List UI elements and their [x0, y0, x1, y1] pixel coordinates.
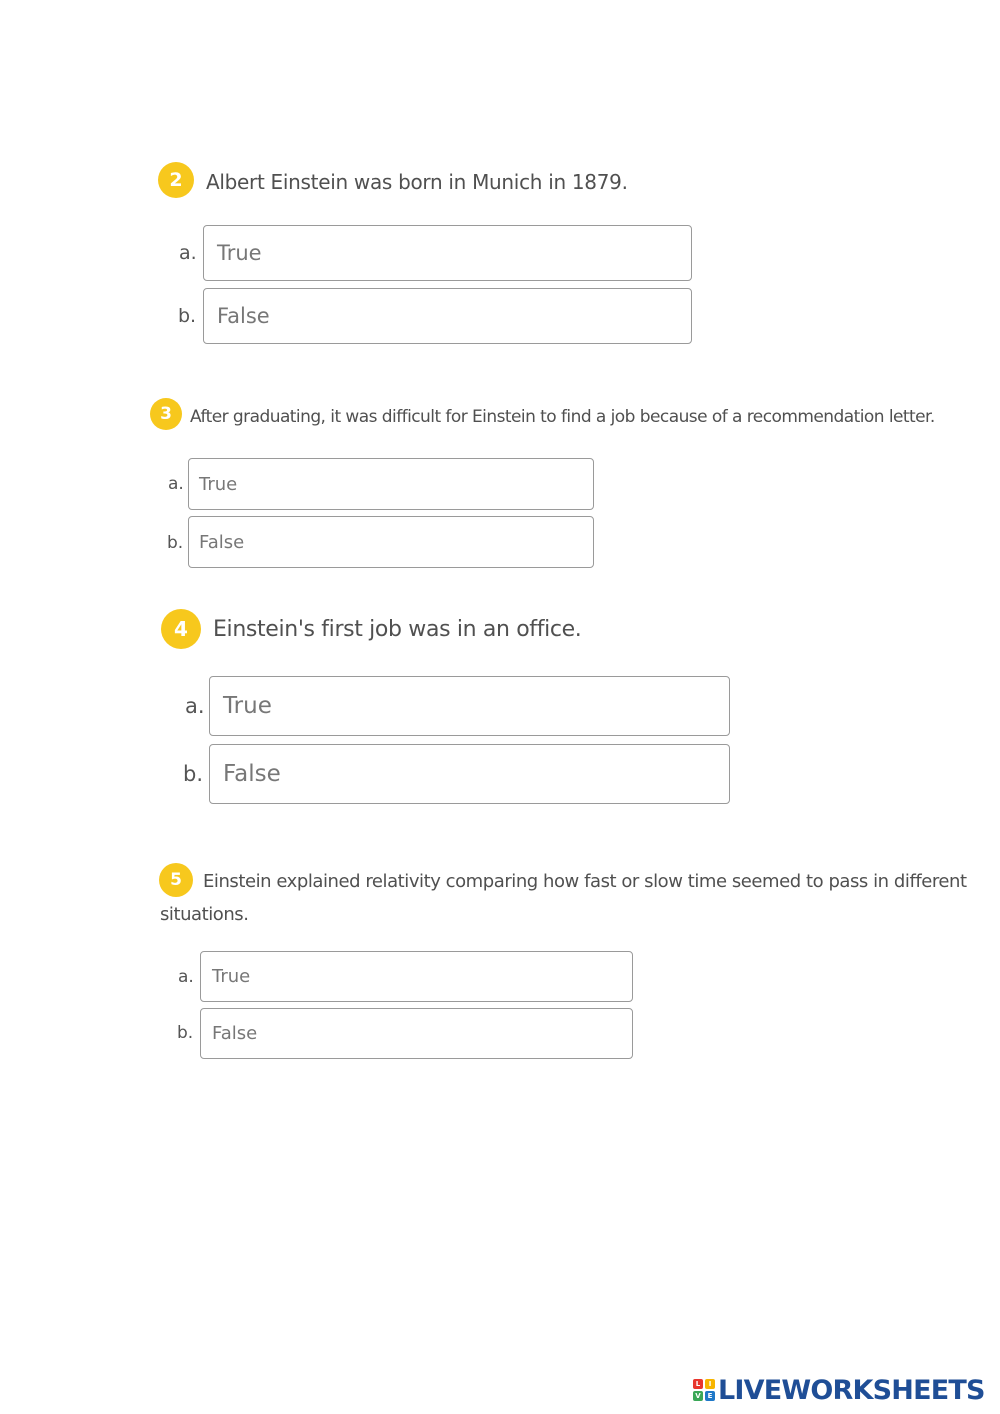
- question-text-line-2: situations.: [160, 904, 249, 925]
- question-number-badge: 5: [159, 863, 193, 897]
- option-b-letter: b.: [178, 305, 197, 327]
- liveworksheets-logo-icon: [693, 1379, 715, 1401]
- option-b-button[interactable]: [209, 744, 730, 804]
- question-number-badge: 3: [150, 398, 182, 430]
- option-label: False: [223, 761, 281, 787]
- liveworksheets-brand: [693, 1374, 985, 1406]
- option-a-button[interactable]: [203, 225, 692, 281]
- option-label: False: [199, 531, 245, 553]
- logo-tile-v: V: [693, 1391, 703, 1401]
- option-label: True: [212, 966, 251, 987]
- option-label: False: [217, 304, 270, 328]
- option-label: True: [223, 693, 272, 719]
- logo-tile-l: L: [693, 1379, 703, 1389]
- option-b-letter: b.: [177, 1023, 194, 1043]
- logo-tile-i: I: [705, 1379, 715, 1389]
- option-a-button[interactable]: [200, 951, 633, 1002]
- option-label: True: [199, 473, 238, 495]
- question-text-line-1: Einstein explained relativity comparing how fast or slow time seemed to pass in different: [203, 871, 967, 892]
- question-text: Albert Einstein was born in Munich in 1879.: [206, 170, 628, 194]
- option-label: True: [217, 241, 262, 265]
- option-a-button[interactable]: [188, 458, 594, 510]
- option-b-button[interactable]: [203, 288, 692, 344]
- option-b-letter: b.: [183, 762, 204, 786]
- option-a-button[interactable]: [209, 676, 730, 736]
- option-b-letter: b.: [167, 533, 184, 553]
- option-b-button[interactable]: [200, 1008, 633, 1059]
- option-label: False: [212, 1023, 258, 1044]
- logo-tile-e: E: [705, 1391, 715, 1401]
- question-number-badge: 2: [158, 162, 194, 198]
- option-a-letter: a.: [179, 242, 197, 264]
- option-a-letter: a.: [178, 967, 194, 987]
- option-b-button[interactable]: [188, 516, 594, 568]
- question-text: Einstein's first job was in an office.: [213, 617, 582, 642]
- question-number-badge: 4: [161, 609, 201, 649]
- option-a-letter: a.: [185, 694, 205, 718]
- question-text: After graduating, it was difficult for Einstein to find a job because of a recommendation letter.: [190, 407, 935, 427]
- option-a-letter: a.: [168, 474, 184, 494]
- brand-name: LIVEWORKSHEETS: [718, 1374, 985, 1406]
